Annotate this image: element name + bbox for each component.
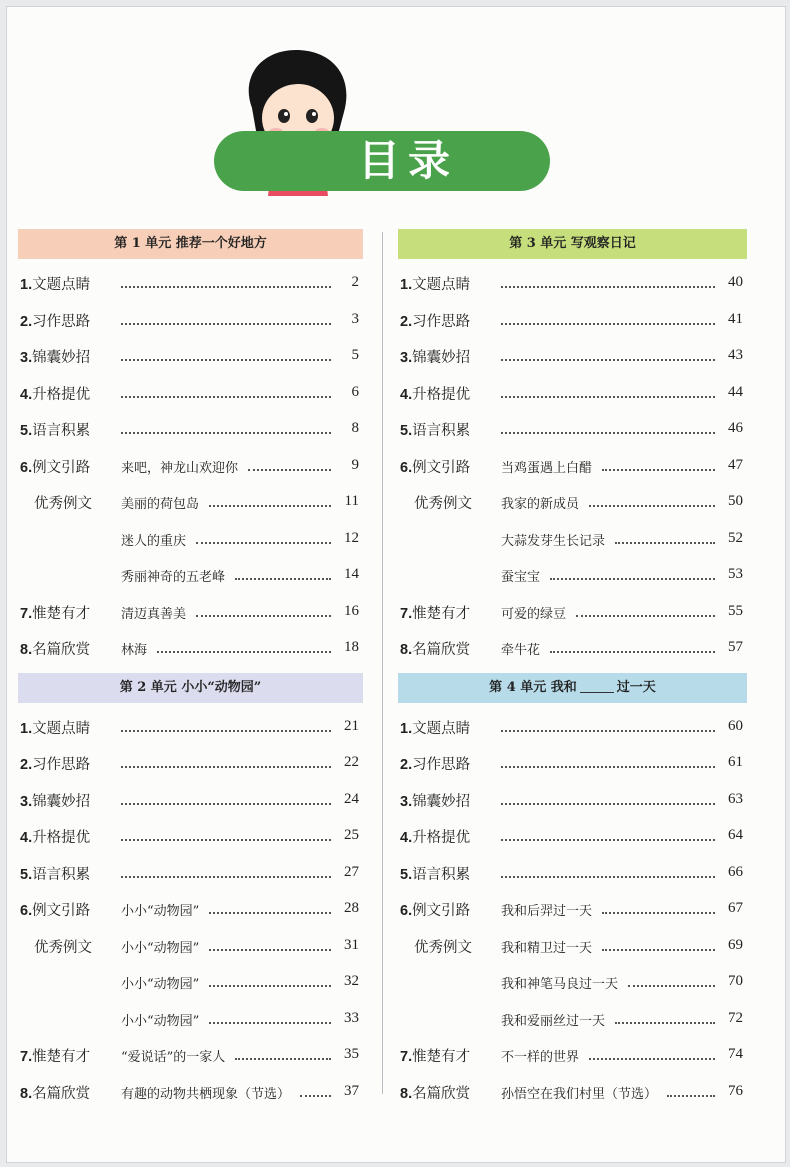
- toc-section-number: 1.: [400, 720, 413, 737]
- toc-section-label: [400, 790, 470, 811]
- toc-page-number: 21: [344, 717, 359, 734]
- toc-section-number: 4.: [20, 386, 33, 403]
- toc-section-label: [20, 1045, 90, 1066]
- toc-section-name: 习作思路: [32, 313, 91, 330]
- toc-row[interactable]: [398, 594, 747, 631]
- toc-section-name: 文题点睛: [412, 720, 471, 737]
- toc-row[interactable]: [398, 375, 747, 412]
- toc-section-number: 6.: [400, 459, 413, 476]
- toc-leader-dots: [550, 641, 715, 653]
- toc-article-title: 美丽的荷包岛: [121, 497, 200, 512]
- toc-leader-dots: [209, 902, 331, 914]
- toc-section-label: [400, 1045, 470, 1066]
- toc-page-number: 12: [344, 529, 359, 546]
- toc-article-title: 我和精卫过一天: [501, 940, 593, 956]
- toc-page-number: 33: [344, 1009, 359, 1026]
- toc-row[interactable]: [18, 484, 363, 521]
- toc-page-number: 25: [344, 827, 359, 843]
- toc-article-title: 来吧，神龙山欢迎你: [121, 460, 239, 476]
- toc-section-label: [400, 346, 470, 367]
- toc-section-label: [400, 273, 470, 294]
- toc-row[interactable]: [398, 928, 747, 965]
- toc-page-number: 52: [728, 529, 743, 546]
- toc-leader-dots: [209, 975, 331, 987]
- toc-page-number: 27: [344, 863, 359, 880]
- toc-row[interactable]: [18, 891, 363, 928]
- toc-section-number: 4.: [400, 830, 413, 846]
- toc-section-label: [400, 456, 470, 477]
- toc-section-label: [400, 419, 470, 440]
- toc-page-number: 18: [344, 639, 359, 655]
- toc-row[interactable]: [398, 745, 747, 782]
- toc-page-number: 67: [728, 900, 743, 916]
- toc-section-label: [20, 346, 90, 367]
- toc-section-name: 例文引路: [412, 459, 471, 476]
- toc-section-number: 6.: [20, 903, 33, 919]
- unit-heading: [398, 673, 747, 703]
- toc-section-label: [20, 826, 90, 847]
- toc-article-title: 清迈真善美: [121, 606, 187, 622]
- toc-leader-dots: [602, 459, 715, 471]
- toc-leader-dots: [235, 1048, 331, 1060]
- toc-leader-dots: [667, 1085, 715, 1097]
- toc-leader-dots: [602, 939, 715, 951]
- toc-section-name: 习作思路: [32, 757, 91, 773]
- unit-heading-text: 过一天: [616, 679, 656, 695]
- toc-section-name: 例文引路: [412, 903, 471, 919]
- toc-section-number: 5.: [400, 423, 413, 439]
- toc-section-name: 锦囊妙招: [412, 793, 471, 810]
- toc-row[interactable]: [398, 964, 747, 1001]
- toc-section-label: [400, 753, 470, 774]
- toc-row[interactable]: [18, 557, 363, 594]
- toc-row[interactable]: [398, 891, 747, 928]
- toc-page-number: 43: [728, 347, 743, 363]
- toc-leader-dots: [209, 495, 331, 507]
- toc-article-title: 秀丽神奇的五老峰: [121, 570, 226, 585]
- toc-section-number: 7.: [400, 605, 413, 622]
- toc-leader-dots: [196, 532, 331, 544]
- toc-section-number: 5.: [20, 423, 33, 439]
- unit-heading-text: 第 2 单元 小小“动物园”: [119, 679, 262, 695]
- toc-section-number: 3.: [20, 793, 33, 810]
- toc-row[interactable]: [398, 782, 747, 819]
- toc-leader-dots: [209, 939, 331, 951]
- toc-section-name: 锦囊妙招: [32, 350, 91, 366]
- toc-leader-dots: [157, 641, 331, 653]
- toc-article-title: 牵牛花: [501, 643, 541, 658]
- toc-leader-dots: [501, 386, 715, 398]
- toc-section-label: [400, 602, 470, 623]
- toc-leader-dots: [121, 829, 331, 841]
- toc-row[interactable]: [398, 484, 747, 521]
- toc-leader-dots: [248, 459, 331, 471]
- toc-row[interactable]: [18, 521, 363, 558]
- toc-row[interactable]: [18, 630, 363, 667]
- toc-section-label: [414, 936, 472, 957]
- toc-page-number: 32: [344, 973, 359, 989]
- toc-leader-dots: [300, 1085, 331, 1097]
- toc-page-number: 9: [351, 456, 359, 473]
- unit-heading-text: 第 4 单元 我和: [489, 679, 577, 695]
- toc-section-name: 升格提优: [32, 830, 91, 846]
- toc-leader-dots: [121, 720, 331, 732]
- toc-page-number: 44: [728, 383, 743, 400]
- toc-row[interactable]: [398, 1074, 747, 1111]
- toc-leader-dots: [501, 276, 715, 288]
- toc-page-number: 55: [728, 602, 743, 619]
- toc-row[interactable]: [18, 375, 363, 412]
- toc-section-label: [400, 899, 470, 920]
- unit-heading-text: 第 1 单元 推荐一个好地方: [114, 236, 267, 251]
- toc-leader-dots: [615, 1012, 715, 1024]
- toc-leader-dots: [121, 386, 331, 398]
- toc-page-number: 64: [728, 827, 743, 843]
- toc-page-number: 28: [344, 900, 359, 916]
- toc-page-number: 24: [344, 790, 359, 807]
- toc-page-number: 57: [728, 639, 743, 655]
- toc-section-number: 7.: [20, 605, 33, 622]
- toc-article-title: 有趣的动物共栖现象（节选）: [121, 1086, 291, 1102]
- toc-leader-dots: [501, 422, 715, 434]
- toc-row[interactable]: [18, 448, 363, 485]
- toc-section-number: 1.: [20, 720, 33, 737]
- toc-section-number: 1.: [20, 277, 33, 293]
- toc-section-name: 语言积累: [32, 866, 91, 883]
- toc-row[interactable]: [398, 265, 747, 302]
- toc-article-title: 林海: [121, 643, 148, 658]
- toc-section-name: 优秀例文: [34, 939, 92, 956]
- toc-section-label: [20, 753, 90, 774]
- toc-page-number: 5: [351, 347, 359, 363]
- toc-row[interactable]: [398, 709, 747, 746]
- toc-leader-dots: [602, 902, 715, 914]
- toc-section-number: 5.: [20, 866, 33, 883]
- toc-page-number: 16: [344, 602, 359, 619]
- toc-section-name: 名篇欣赏: [32, 642, 91, 658]
- toc-section-number: 8.: [20, 1085, 33, 1102]
- unit-3: [398, 229, 747, 667]
- toc-row[interactable]: [398, 630, 747, 667]
- toc-page-number: 14: [344, 566, 359, 582]
- unit-heading-text: 第 3 单元 写观察日记: [509, 236, 636, 251]
- toc-section-number: 5.: [400, 866, 413, 883]
- toc-article-title: 我和神笔马良过一天: [501, 977, 619, 992]
- toc-page-number: 70: [728, 973, 743, 989]
- toc-article-title: 我和后羿过一天: [501, 904, 593, 919]
- toc-leader-dots: [576, 605, 715, 617]
- toc-row[interactable]: [18, 709, 363, 746]
- toc-article-title: 可爱的绿豆: [501, 606, 567, 622]
- toc-section-label: [20, 638, 90, 659]
- toc-section-number: 8.: [400, 642, 413, 658]
- toc-section-name: 名篇欣赏: [32, 1085, 91, 1102]
- toc-section-number: 3.: [20, 350, 33, 366]
- toc-row[interactable]: [398, 302, 747, 339]
- toc-section-name: 惟楚有才: [32, 1049, 91, 1065]
- toc-section-label: [400, 310, 470, 331]
- toc-section-name: 优秀例文: [34, 496, 92, 512]
- toc-section-name: 惟楚有才: [412, 605, 471, 622]
- toc-row[interactable]: [398, 1001, 747, 1038]
- toc-section-label: [414, 492, 472, 513]
- toc-section-name: 升格提优: [412, 830, 471, 846]
- toc-page-number: 46: [728, 420, 743, 436]
- toc-section-name: 惟楚有才: [412, 1049, 471, 1065]
- toc-article-title: 不一样的世界: [501, 1050, 580, 1065]
- toc-section-name: 升格提优: [32, 386, 91, 403]
- toc-row[interactable]: [398, 521, 747, 558]
- toc-leader-dots: [501, 866, 715, 878]
- toc-row[interactable]: [398, 448, 747, 485]
- toc-leader-dots: [121, 793, 331, 805]
- toc-section-number: 8.: [400, 1085, 413, 1102]
- toc-page-number: 41: [728, 310, 743, 327]
- toc-leader-dots: [615, 532, 715, 544]
- toc-row[interactable]: [18, 411, 363, 448]
- toc-section-number: 3.: [400, 793, 413, 810]
- toc-row[interactable]: [398, 1037, 747, 1074]
- toc-page-number: 8: [351, 420, 359, 436]
- toc-page-number: 37: [344, 1082, 359, 1099]
- toc-section-label: [20, 790, 90, 811]
- toc-leader-dots: [589, 1048, 715, 1060]
- toc-leader-dots: [121, 866, 331, 878]
- toc-section-label: [34, 936, 92, 957]
- toc-article-title: “爱说话”的一家人: [121, 1050, 226, 1065]
- toc-section-label: [20, 419, 90, 440]
- toc-row[interactable]: [18, 302, 363, 339]
- toc-section-number: 2.: [20, 757, 33, 773]
- toc-section-name: 锦囊妙招: [412, 350, 471, 366]
- toc-article-title: 当鸡蛋遇上白醋: [501, 460, 593, 476]
- toc-section-number: 2.: [20, 313, 33, 330]
- toc-section-number: 7.: [20, 1049, 33, 1065]
- toc-section-name: 语言积累: [32, 423, 91, 439]
- toc-section-number: 6.: [20, 459, 33, 476]
- toc-page-number: 11: [344, 493, 359, 509]
- toc-page-number: 76: [728, 1082, 743, 1099]
- toc-section-name: 优秀例文: [414, 939, 472, 956]
- toc-leader-dots: [501, 829, 715, 841]
- toc-section-name: 文题点睛: [412, 277, 471, 293]
- unit-4: [398, 673, 747, 1111]
- toc-section-label: [20, 310, 90, 331]
- toc-page-number: 60: [728, 717, 743, 734]
- toc-section-label: [20, 383, 90, 404]
- toc-section-label: [20, 1082, 90, 1103]
- toc-section-name: 文题点睛: [32, 277, 91, 293]
- toc-leader-dots: [550, 568, 715, 580]
- unit-1: [18, 229, 363, 667]
- toc-section-label: [400, 1082, 470, 1103]
- toc-page-number: 50: [728, 493, 743, 509]
- toc-section-label: [400, 638, 470, 659]
- toc-leader-dots: [196, 605, 331, 617]
- unit-2: [18, 673, 363, 1111]
- toc-section-label: [20, 602, 90, 623]
- toc-row[interactable]: [18, 928, 363, 965]
- toc-row[interactable]: [18, 745, 363, 782]
- toc-section-number: 6.: [400, 903, 413, 919]
- toc-section-name: 名篇欣赏: [412, 1085, 471, 1102]
- toc-article-title: 大蒜发芽生长记录: [501, 533, 606, 549]
- toc-section-number: 2.: [400, 313, 413, 330]
- toc-section-name: 文题点睛: [32, 720, 91, 737]
- toc-row[interactable]: [18, 1074, 363, 1111]
- toc-section-name: 语言积累: [412, 423, 471, 439]
- toc-row[interactable]: [18, 964, 363, 1001]
- fill-in-blank: [580, 676, 614, 693]
- toc-leader-dots: [235, 568, 331, 580]
- toc-page-number: 61: [728, 754, 743, 770]
- toc-leader-dots: [589, 495, 715, 507]
- toc-leader-dots: [121, 349, 331, 361]
- toc-row[interactable]: [398, 411, 747, 448]
- right-column: [398, 229, 747, 1110]
- toc-section-name: 语言积累: [412, 866, 471, 883]
- toc-section-label: [20, 899, 90, 920]
- toc-page-number: 35: [344, 1046, 359, 1062]
- toc-section-number: 4.: [400, 386, 413, 403]
- toc-leader-dots: [121, 422, 331, 434]
- toc-section-label: [20, 273, 90, 294]
- toc-article-title: 小小“动物园”: [121, 977, 200, 992]
- toc-leader-dots: [209, 1012, 331, 1024]
- toc-section-name: 名篇欣赏: [412, 642, 471, 658]
- toc-section-name: 习作思路: [412, 757, 471, 773]
- toc-section-label: [20, 456, 90, 477]
- unit-heading: [398, 229, 747, 259]
- toc-row[interactable]: [398, 855, 747, 892]
- toc-page-number: 6: [351, 383, 359, 400]
- toc-article-title: 小小“动物园”: [121, 1013, 200, 1029]
- toc-row[interactable]: [18, 855, 363, 892]
- toc-section-name: 例文引路: [32, 459, 91, 476]
- toc-section-label: [400, 383, 470, 404]
- toc-row[interactable]: [398, 557, 747, 594]
- toc-row[interactable]: [18, 338, 363, 375]
- toc-section-label: [400, 717, 470, 738]
- toc-leader-dots: [121, 276, 331, 288]
- toc-page-number: 63: [728, 790, 743, 807]
- toc-article-title: 迷人的重庆: [121, 533, 187, 549]
- toc-leader-dots: [628, 975, 715, 987]
- toc-section-number: 2.: [400, 757, 413, 773]
- toc-section-label: [400, 863, 470, 884]
- unit-heading: [18, 229, 363, 259]
- toc-page-number: 40: [728, 274, 743, 290]
- unit-heading: [18, 673, 363, 703]
- toc-article-title: 我家的新成员: [501, 497, 580, 512]
- toc-section-number: 4.: [20, 830, 33, 846]
- toc-article-title: 孙悟空在我们村里（节选）: [501, 1086, 658, 1102]
- toc-row[interactable]: [18, 782, 363, 819]
- column-divider: [382, 232, 383, 1094]
- toc-section-number: 3.: [400, 350, 413, 366]
- toc-section-name: 升格提优: [412, 386, 471, 403]
- toc-section-name: 例文引路: [32, 903, 91, 919]
- toc-page-number: 2: [351, 274, 359, 290]
- toc-article-title: 蚕宝宝: [501, 570, 541, 585]
- left-column: [18, 229, 363, 1110]
- toc-page-number: 53: [728, 566, 743, 582]
- toc-section-label: [400, 826, 470, 847]
- toc-row[interactable]: [18, 1037, 363, 1074]
- toc-page-number: 47: [728, 456, 743, 473]
- toc-article-title: 小小“动物园”: [121, 904, 200, 919]
- toc-section-number: 1.: [400, 277, 413, 293]
- toc-section-label: [20, 863, 90, 884]
- toc-section-name: 优秀例文: [414, 496, 472, 512]
- toc-leader-dots: [121, 313, 331, 325]
- toc-page-number: 31: [344, 936, 359, 953]
- toc-leader-dots: [501, 349, 715, 361]
- toc-section-name: 锦囊妙招: [32, 793, 91, 810]
- toc-section-name: 习作思路: [412, 313, 471, 330]
- toc-leader-dots: [501, 756, 715, 768]
- toc-row[interactable]: [398, 818, 747, 855]
- toc-row[interactable]: [398, 338, 747, 375]
- toc-leader-dots: [121, 756, 331, 768]
- toc-leader-dots: [501, 313, 715, 325]
- toc-leader-dots: [501, 793, 715, 805]
- toc-leader-dots: [501, 720, 715, 732]
- toc-section-label: [20, 717, 90, 738]
- toc-page-number: 69: [728, 936, 743, 953]
- toc-page-number: 66: [728, 863, 743, 880]
- toc-section-number: 7.: [400, 1049, 413, 1065]
- toc-page-number: 72: [728, 1009, 743, 1026]
- toc-section-number: 8.: [20, 642, 33, 658]
- toc-row[interactable]: [18, 818, 363, 855]
- toc-section-name: 惟楚有才: [32, 605, 91, 622]
- toc-section-label: [34, 492, 92, 513]
- toc-page-number: 74: [728, 1046, 743, 1062]
- page-title: 目录: [358, 136, 459, 185]
- toc-row[interactable]: [18, 594, 363, 631]
- toc-page-number: 3: [351, 310, 359, 327]
- toc-article-title: 我和爱丽丝过一天: [501, 1013, 606, 1029]
- toc-page-number: 22: [344, 754, 359, 770]
- toc-row[interactable]: [18, 265, 363, 302]
- toc-article-title: 小小“动物园”: [121, 940, 200, 956]
- toc-row[interactable]: [18, 1001, 363, 1038]
